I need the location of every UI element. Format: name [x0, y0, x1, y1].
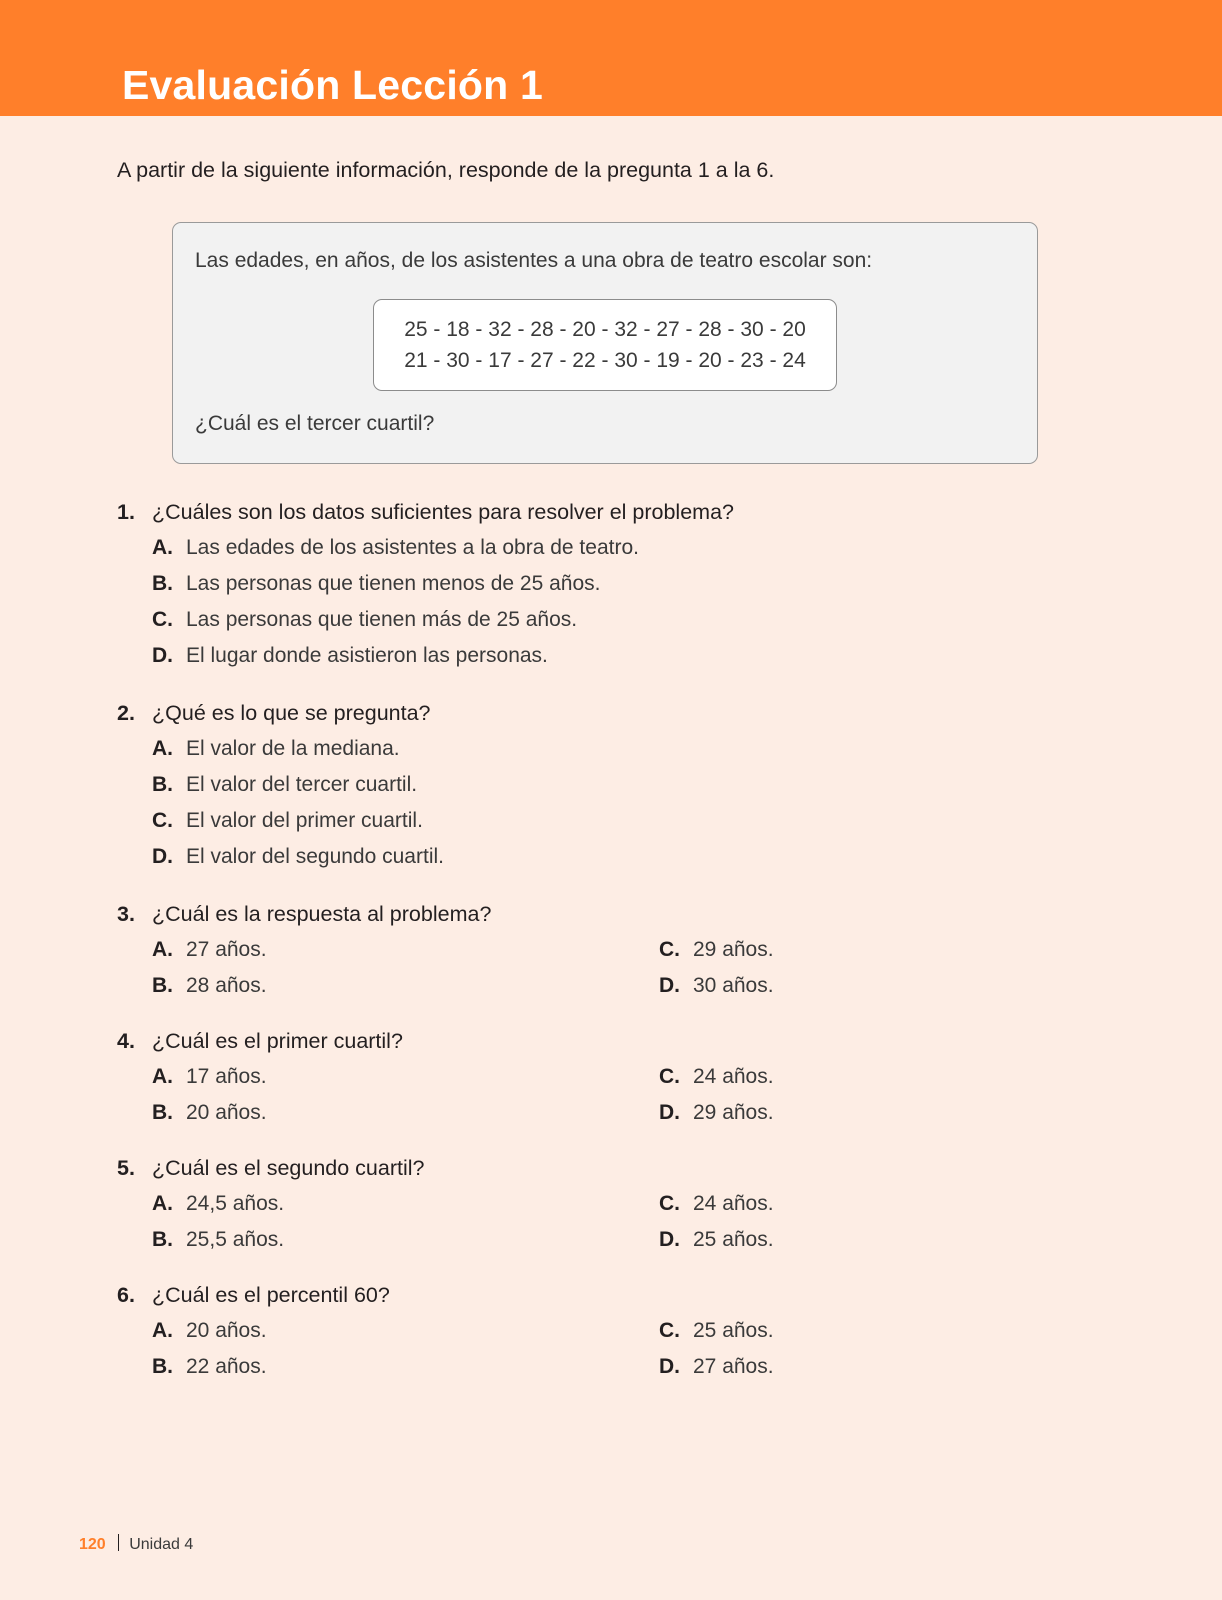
option-c[interactable]: [152, 803, 423, 839]
question-4: [117, 1023, 1117, 1124]
question-number: 5.: [117, 1156, 135, 1180]
option-letter: B.: [152, 1101, 173, 1124]
question-text: ¿Cuál es el segundo cuartil?: [152, 1156, 425, 1180]
question-number: 6.: [117, 1283, 135, 1307]
page-number: 120: [79, 1536, 106, 1553]
data-line-2: 21 - 30 - 17 - 27 - 22 - 30 - 19 - 20 - 23 - 24: [404, 349, 806, 372]
option-letter: B.: [152, 572, 173, 595]
option-text: 25,5 años.: [186, 1228, 285, 1251]
option-text: El lugar donde asistieron las personas.: [186, 644, 548, 667]
option-text: 24 años.: [693, 1065, 774, 1088]
question-text: ¿Qué es lo que se pregunta?: [152, 701, 431, 725]
option-text: 20 años.: [186, 1319, 267, 1342]
option-text: 24,5 años.: [186, 1192, 285, 1215]
option-text: 30 años.: [693, 974, 774, 997]
option-letter: B.: [152, 1355, 173, 1378]
data-box: [373, 299, 837, 391]
option-text: 28 años.: [186, 974, 267, 997]
option-letter: C.: [659, 1065, 680, 1088]
option-letter: D.: [659, 974, 680, 997]
option-letter: A.: [152, 737, 173, 760]
info-text: Las edades, en años, de los asistentes a una obra de teatro escolar son:: [195, 249, 873, 272]
page-footer: [79, 1534, 193, 1554]
option-letter: D.: [659, 1228, 680, 1251]
option-text: El valor del segundo cuartil.: [186, 845, 444, 868]
question-6: [117, 1277, 1117, 1378]
option-letter: D.: [659, 1101, 680, 1124]
option-c[interactable]: [152, 602, 577, 638]
info-box: [172, 222, 1038, 464]
option-letter: C.: [152, 809, 173, 832]
question-1: [117, 494, 1117, 667]
option-text: 27 años.: [186, 938, 267, 961]
info-question: ¿Cuál es el tercer cuartil?: [195, 412, 435, 435]
option-text: 22 años.: [186, 1355, 267, 1378]
option-text: 25 años.: [693, 1228, 774, 1251]
option-text: 20 años.: [186, 1101, 267, 1124]
question-2: [117, 695, 1117, 868]
option-text: El valor del tercer cuartil.: [186, 773, 418, 796]
question-header: [117, 494, 1117, 530]
option-letter: C.: [659, 1319, 680, 1342]
option-c[interactable]: [659, 1313, 774, 1349]
question-number: 4.: [117, 1029, 135, 1053]
option-b[interactable]: [152, 1349, 267, 1385]
option-d[interactable]: [659, 1095, 774, 1131]
option-letter: A.: [152, 938, 173, 961]
option-text: El valor de la mediana.: [186, 737, 400, 760]
option-d[interactable]: [659, 1349, 774, 1385]
option-d[interactable]: [152, 839, 444, 875]
option-a[interactable]: [152, 1313, 267, 1349]
option-text: 25 años.: [693, 1319, 774, 1342]
option-letter: B.: [152, 974, 173, 997]
option-d[interactable]: [659, 968, 774, 1004]
option-text: Las personas que tienen menos de 25 años.: [186, 572, 601, 595]
option-b[interactable]: [152, 767, 417, 803]
question-5: [117, 1150, 1117, 1251]
option-letter: C.: [659, 938, 680, 961]
option-letter: A.: [152, 1065, 173, 1088]
option-b[interactable]: [152, 1095, 267, 1131]
option-b[interactable]: [152, 1222, 284, 1258]
option-text: Las personas que tienen más de 25 años.: [186, 608, 578, 631]
option-letter: A.: [152, 536, 173, 559]
question-header: [117, 896, 1117, 932]
option-a[interactable]: [152, 1059, 267, 1095]
option-d[interactable]: [152, 638, 548, 674]
option-letter: D.: [152, 845, 173, 868]
option-text: 17 años.: [186, 1065, 267, 1088]
option-a[interactable]: [152, 731, 400, 767]
question-header: [117, 1277, 1117, 1313]
question-text: ¿Cuál es el percentil 60?: [152, 1283, 390, 1307]
question-header: [117, 1150, 1117, 1186]
option-c[interactable]: [659, 1059, 774, 1095]
option-b[interactable]: [152, 566, 600, 602]
page-title: Evaluación Lección 1: [122, 62, 543, 108]
footer-divider: [118, 1534, 120, 1551]
question-text: ¿Cuál es el primer cuartil?: [152, 1029, 403, 1053]
option-letter: B.: [152, 773, 173, 796]
option-letter: C.: [659, 1192, 680, 1215]
question-text: ¿Cuáles son los datos suficientes para resolver el problema?: [152, 500, 734, 524]
option-d[interactable]: [659, 1222, 774, 1258]
option-text: Las edades de los asistentes a la obra de teatro.: [186, 536, 639, 559]
option-letter: C.: [152, 608, 173, 631]
option-text: 27 años.: [693, 1355, 774, 1378]
option-letter: A.: [152, 1319, 173, 1342]
question-number: 2.: [117, 701, 135, 725]
option-b[interactable]: [152, 968, 267, 1004]
option-c[interactable]: [659, 1186, 774, 1222]
option-text: El valor del primer cuartil.: [186, 809, 423, 832]
data-line-1: 25 - 18 - 32 - 28 - 20 - 32 - 27 - 28 - 30 - 20: [404, 318, 806, 341]
option-letter: D.: [659, 1355, 680, 1378]
option-letter: D.: [152, 644, 173, 667]
option-text: 29 años.: [693, 1101, 774, 1124]
question-header: [117, 695, 1117, 731]
option-text: 24 años.: [693, 1192, 774, 1215]
question-number: 1.: [117, 500, 135, 524]
option-a[interactable]: [152, 1186, 284, 1222]
question-number: 3.: [117, 902, 135, 926]
option-a[interactable]: [152, 530, 639, 566]
question-3: [117, 896, 1117, 997]
option-text: 29 años.: [693, 938, 774, 961]
question-text: ¿Cuál es la respuesta al problema?: [152, 902, 492, 926]
option-c[interactable]: [659, 932, 774, 968]
option-letter: B.: [152, 1228, 173, 1251]
intro-text: A partir de la siguiente información, responde de la pregunta 1 a la 6.: [117, 158, 775, 182]
unit-label: Unidad 4: [129, 1536, 194, 1553]
option-letter: A.: [152, 1192, 173, 1215]
option-a[interactable]: [152, 932, 267, 968]
question-header: [117, 1023, 1117, 1059]
